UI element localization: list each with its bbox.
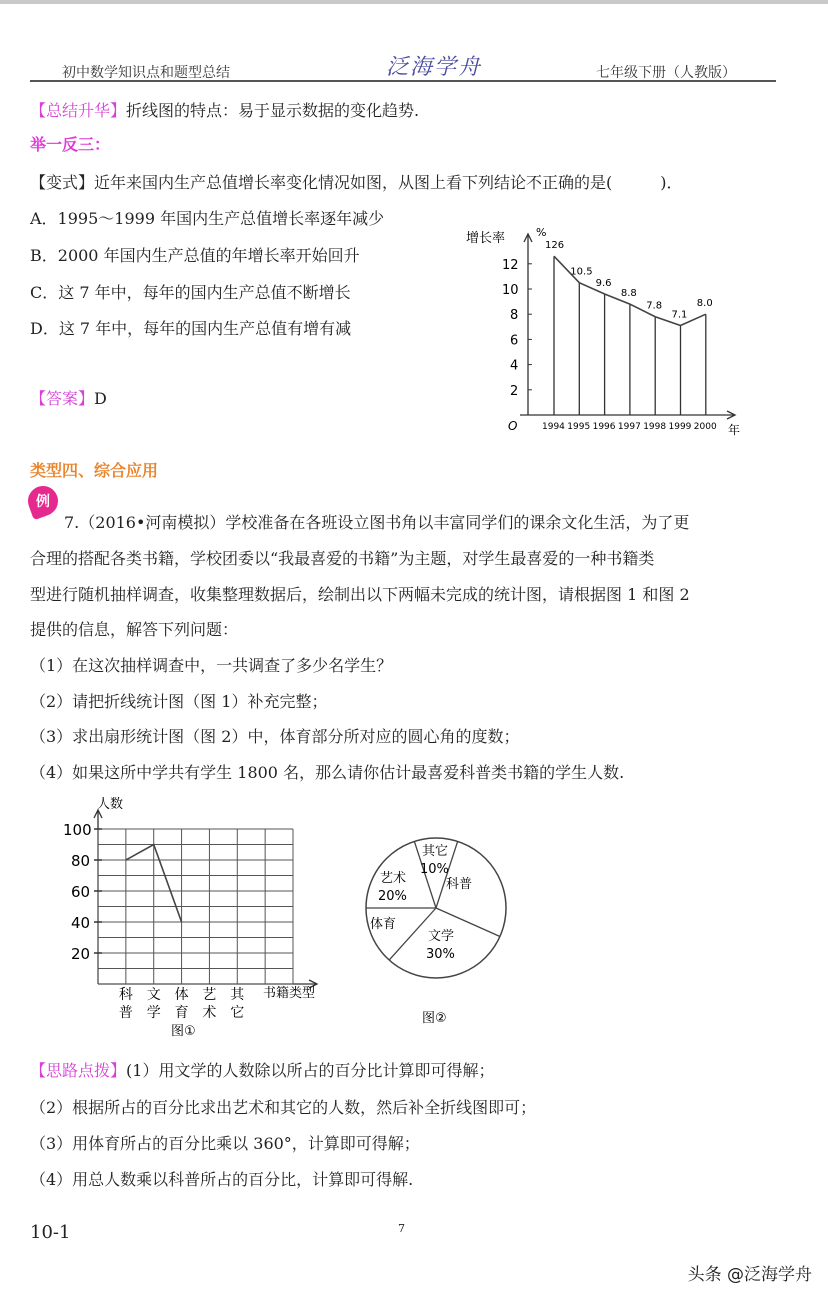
summary-tag: 【总结升华】 [30, 101, 127, 120]
svg-text:126: 126 [545, 240, 565, 252]
svg-text:科: 科 [118, 987, 133, 1003]
svg-text:8.0: 8.0 [696, 298, 713, 310]
svg-text:30%: 30% [426, 947, 455, 962]
fig1-title: 图① [171, 1024, 196, 1039]
answer-line [30, 386, 107, 409]
header-right-title: 七年级下册（人教版） [596, 65, 736, 81]
svg-text:10: 10 [502, 283, 519, 298]
svg-text:普: 普 [118, 1005, 133, 1021]
svg-text:术: 术 [202, 1005, 217, 1021]
fig1-grid [63, 821, 293, 984]
svg-text:8: 8 [510, 308, 519, 324]
gdp-chart-origin: O [508, 419, 518, 433]
header-brand: 泛海学舟 [386, 55, 483, 80]
example-badge-label: 例 [36, 494, 50, 510]
svg-text:40: 40 [71, 914, 91, 932]
hint-line-2: （2）根据所占的百分比求出艺术和其它的人数，然后补全折线图即可； [30, 1098, 537, 1117]
fig2-title: 图② [422, 1011, 447, 1026]
svg-text:2000: 2000 [693, 422, 717, 432]
svg-text:1997: 1997 [617, 422, 641, 432]
svg-text:科普: 科普 [446, 877, 473, 892]
question-1: （1）在这次抽样调查中，一共调查了多少名学生？ [30, 656, 393, 675]
svg-text:艺术: 艺术 [380, 871, 407, 886]
option-a: A．1995～1999 年国内生产总值增长率逐年减少 [30, 209, 385, 228]
book-type-line-chart [55, 788, 345, 1043]
question-2: （2）请把折线统计图（图 1）补充完整； [30, 692, 328, 711]
gdp-chart-ylabel: 增长率 [466, 231, 506, 246]
gdp-growth-chart [460, 220, 750, 440]
gdp-chart-plot [542, 240, 717, 432]
svg-text:文学: 文学 [428, 929, 455, 944]
option-c: C．这 7 年中，每年的国内生产总值不断增长 [30, 283, 351, 302]
svg-text:10%: 10% [420, 862, 449, 877]
svg-text:60: 60 [71, 883, 91, 901]
section-heading: 类型四、综合应用 [30, 461, 159, 480]
question-3: （3）求出扇形统计图（图 2）中，体育部分所对应的圆心角的度数； [30, 727, 520, 746]
svg-text:80: 80 [71, 852, 91, 870]
answer-value: D [94, 389, 107, 408]
summary-text: 折线图的特点：易于显示数据的变化趋势. [126, 101, 420, 120]
example-line-4: 提供的信息，解答下列问题： [30, 620, 239, 639]
top-bar [0, 0, 828, 4]
example-line-1: 7.（2016•河南模拟）学校准备在各班设立图书角以丰富同学们的课余文化生活，为了更 [64, 513, 690, 532]
option-d: D．这 7 年中，每年的国内生产总值有增有减 [30, 319, 352, 338]
svg-text:它: 它 [230, 1005, 245, 1021]
svg-text:1996: 1996 [592, 422, 616, 432]
svg-text:12: 12 [502, 257, 519, 273]
variant-tag: 【变式】 [30, 173, 95, 192]
question-4: （4）如果这所中学共有学生 1800 名，那么请你估计最喜爱科普类书籍的学生人数. [30, 763, 625, 782]
example-badge [24, 482, 62, 520]
hint-line-3: （3）用体育所占的百分比乘以 360°，计算即可得解； [30, 1134, 420, 1153]
hint-line-1 [30, 1058, 494, 1081]
footer-code: 10-1 [30, 1222, 71, 1243]
svg-text:1995: 1995 [567, 422, 591, 432]
page-number: 7 [398, 1222, 405, 1235]
pie-slices [366, 838, 506, 978]
svg-text:艺: 艺 [202, 987, 217, 1003]
example-line-3: 型进行随机抽样调查，收集整理数据后，绘制出以下两幅未完成的统计图，请根据图 1 和图 2 [30, 585, 690, 604]
hint-line-4: （4）用总人数乘以科普所占的百分比，计算即可得解. [30, 1170, 414, 1189]
svg-text:1994: 1994 [542, 422, 565, 432]
svg-text:20: 20 [71, 945, 91, 963]
svg-text:育: 育 [174, 1005, 189, 1021]
svg-text:9.6: 9.6 [595, 278, 612, 290]
summary-line [30, 98, 419, 121]
svg-text:体育: 体育 [370, 917, 397, 932]
example-line-2: 合理的搭配各类书籍，学校团委以“我最喜爱的书籍”为主题，对学生最喜爱的一种书籍类 [30, 549, 655, 568]
svg-text:2: 2 [510, 383, 519, 399]
svg-text:8.8: 8.8 [620, 288, 637, 300]
watermark: 头条 @泛海学舟 [687, 1265, 812, 1285]
svg-text:1998: 1998 [643, 422, 667, 432]
practice-heading: 举一反三： [30, 135, 111, 154]
svg-text:100: 100 [63, 821, 92, 839]
svg-text:7.8: 7.8 [646, 300, 663, 312]
svg-text:体: 体 [174, 987, 189, 1003]
svg-text:学: 学 [146, 1005, 161, 1021]
svg-text:1999: 1999 [668, 422, 692, 432]
option-b: B．2000 年国内生产总值的年增长率开始回升 [30, 246, 360, 265]
header-left-title: 初中数学知识点和题型总结 [62, 65, 230, 81]
svg-text:20%: 20% [378, 889, 407, 904]
svg-text:其: 其 [230, 987, 245, 1003]
variant-question-text: 近年来国内生产总值增长率变化情况如图，从图上看下列结论不正确的是( )． [94, 173, 683, 192]
hint-text-1: (1）用文学的人数除以所占的百分比计算即可得解； [126, 1061, 495, 1080]
svg-text:7.1: 7.1 [671, 309, 688, 321]
fig1-ylabel: 人数 [97, 797, 124, 812]
svg-text:文: 文 [146, 987, 161, 1003]
gdp-chart-xlabel: 年 [728, 423, 741, 437]
svg-text:10.5: 10.5 [570, 266, 593, 278]
svg-text:其它: 其它 [422, 844, 449, 859]
variant-question [30, 170, 683, 193]
hints-tag: 【思路点拨】 [30, 1061, 127, 1080]
page-header [30, 52, 776, 82]
fig1-xlabels [119, 986, 245, 1021]
answer-tag: 【答案】 [30, 389, 95, 408]
book-type-pie-chart [350, 800, 530, 1040]
fig1-xlabel: 书籍类型 [263, 986, 316, 1001]
svg-text:4: 4 [510, 358, 519, 374]
svg-text:6: 6 [510, 333, 519, 349]
gdp-chart-yunit: % [536, 226, 547, 239]
